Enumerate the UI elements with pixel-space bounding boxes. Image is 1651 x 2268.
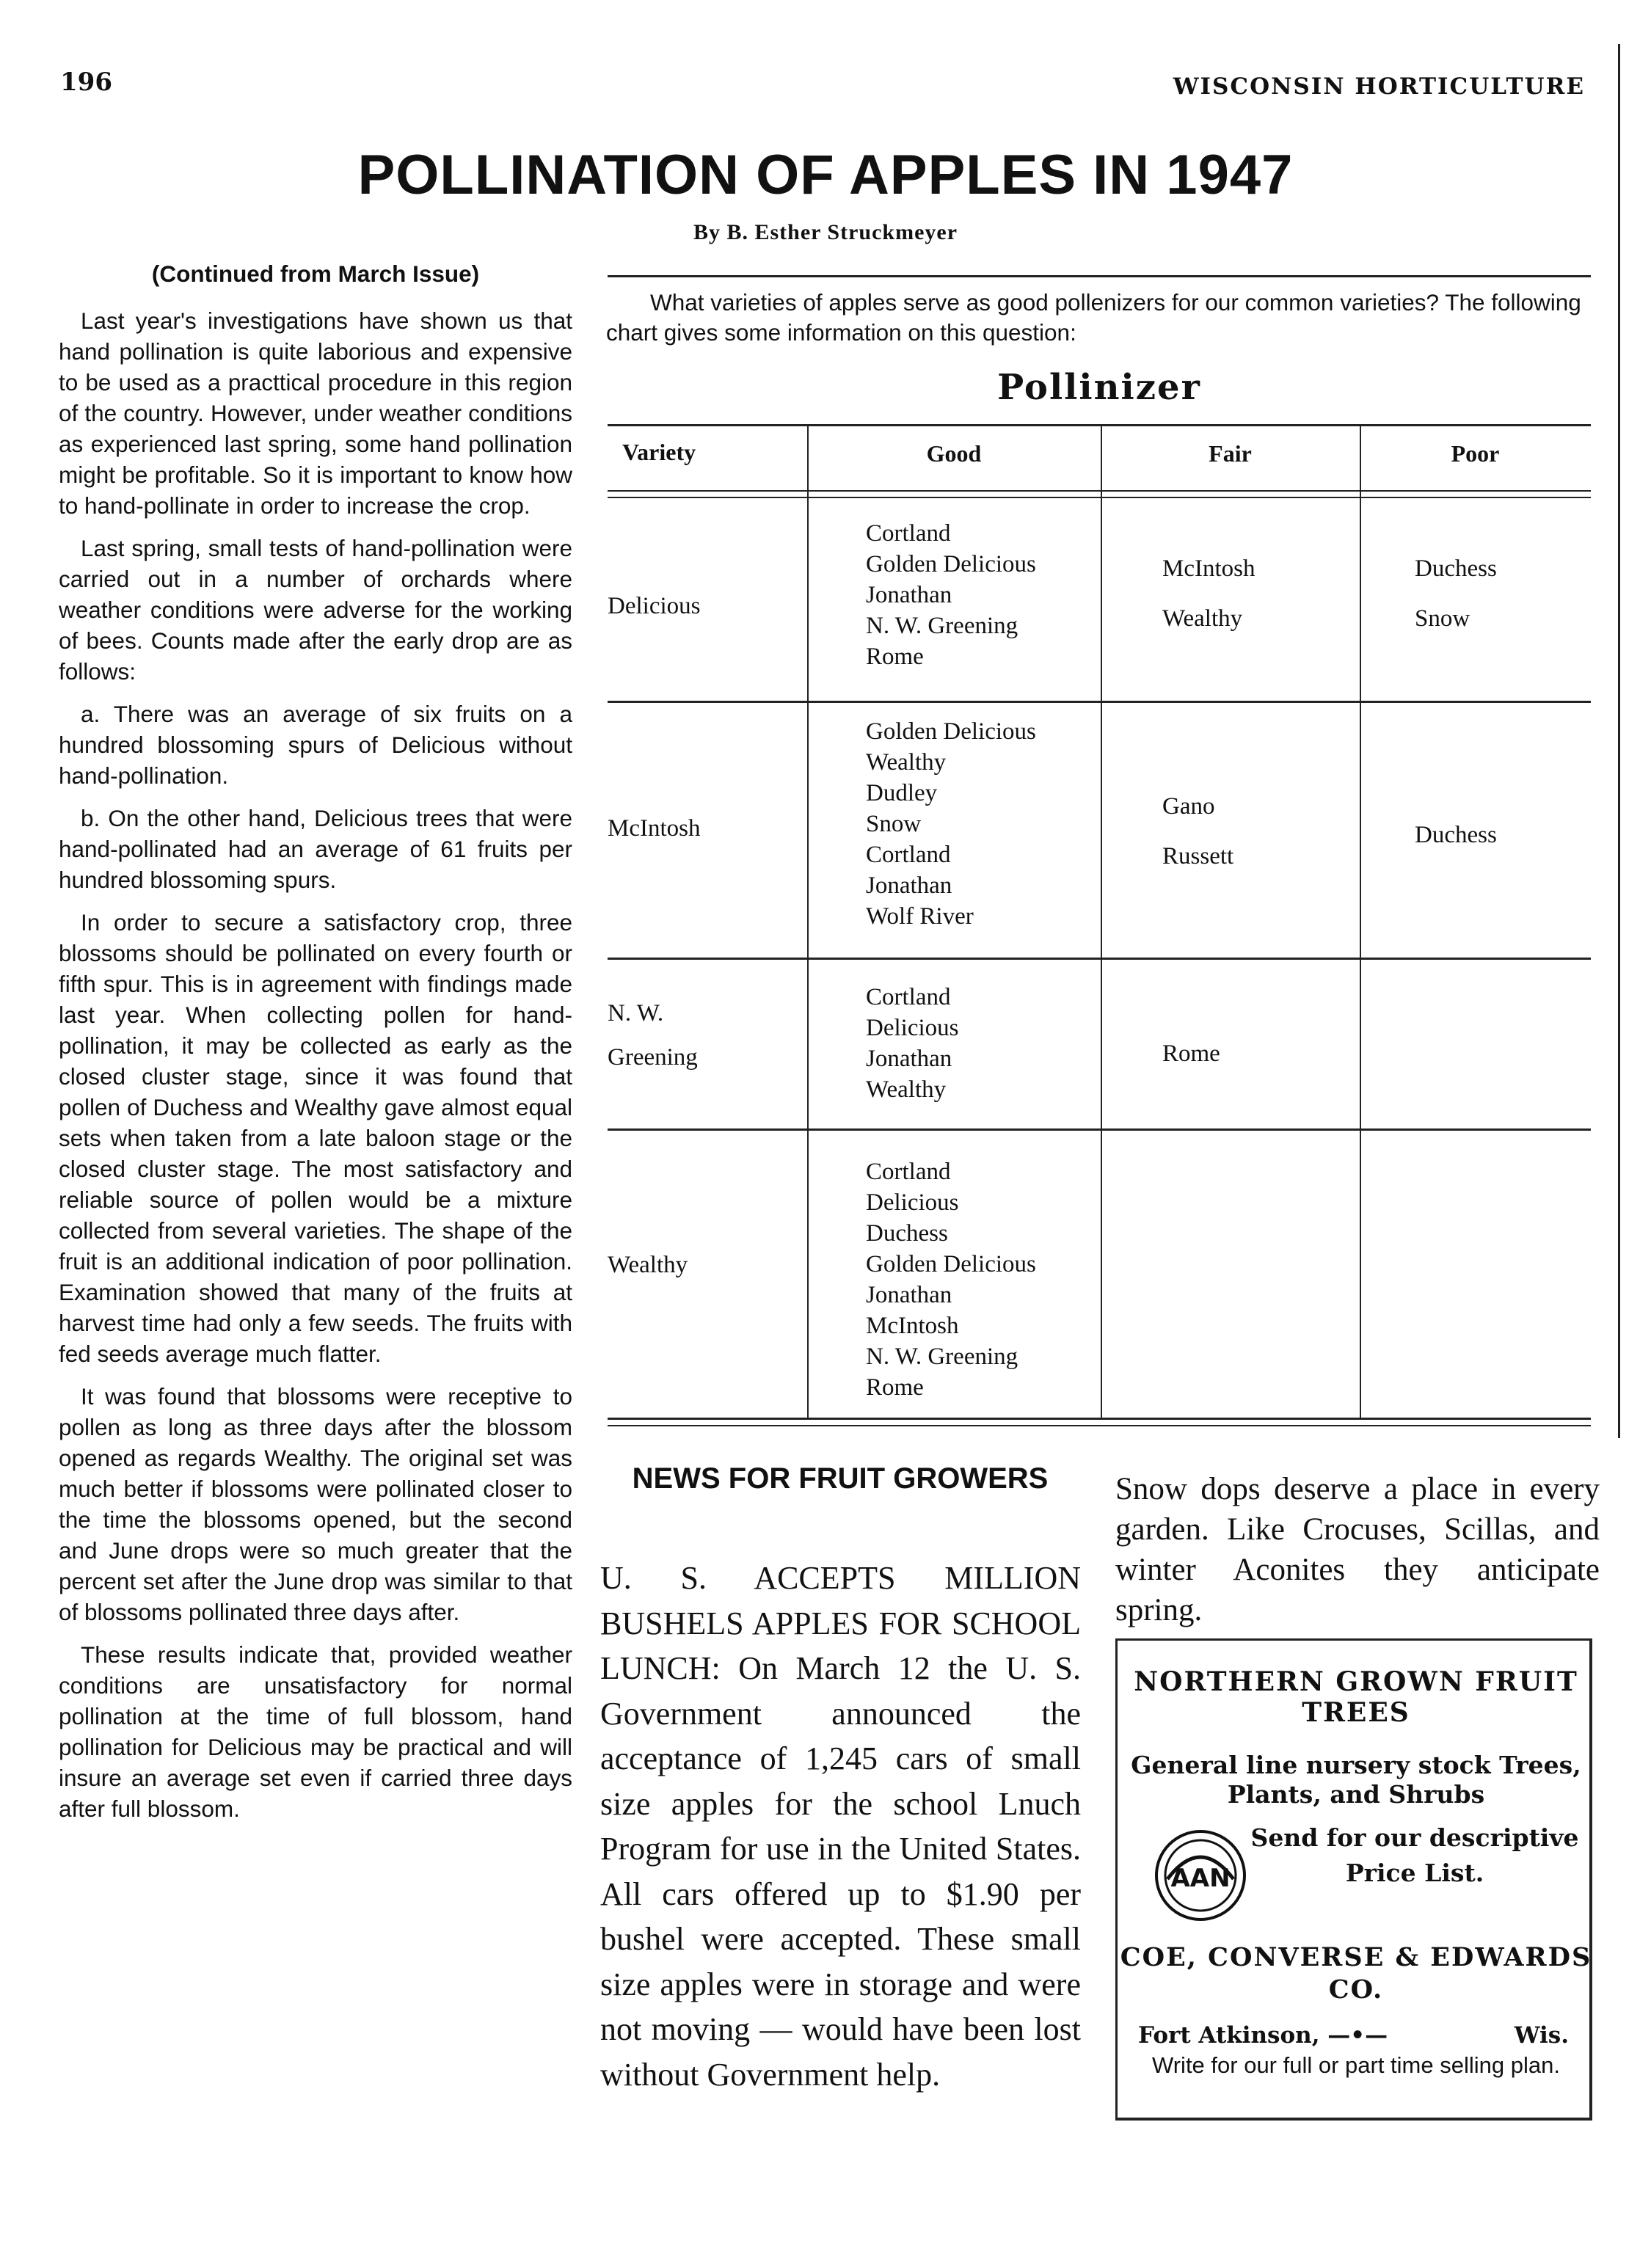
- page-number: 196: [60, 68, 112, 97]
- table-row-rule: [608, 958, 1591, 960]
- row-mcintosh-fair: Gano Russett: [1162, 793, 1234, 869]
- ad-logo-text: AAN: [1170, 1864, 1231, 1893]
- row-nw-greening-fair: Rome: [1162, 1040, 1220, 1067]
- row-delicious-variety: Delicious: [608, 593, 701, 619]
- table-header-rule: [608, 497, 1591, 498]
- header-fair: Fair: [1209, 440, 1252, 467]
- row-mcintosh-poor: Duchess: [1415, 822, 1497, 848]
- paragraph: Last spring, small tests of hand-pollination were carried out in a number of orchards where weather conditions were adverse for the working of bees. Counts made after the early drop are as follows:: [59, 535, 572, 685]
- ad-company: COE, CONVERSE & EDWARDS CO.: [1120, 1942, 1592, 2005]
- ad-state: Wis.: [1514, 2022, 1569, 2049]
- news-headline: NEWS FOR FRUIT GROWERS: [632, 1462, 1049, 1495]
- ad-product-line: General line nursery stock Trees, Plants, and Shrubs: [1131, 1751, 1581, 1809]
- row-nw-greening-variety: N. W. Greening: [608, 1000, 698, 1071]
- row-delicious-good: Cortland Golden Delicious Jonathan N. W. Greening Rome: [866, 520, 1036, 670]
- table-column-rule: [1101, 424, 1102, 1418]
- aan-seal-icon: [1153, 1828, 1248, 1923]
- header-poor: Poor: [1451, 440, 1500, 467]
- article-title: POLLINATION OF APPLES IN 1947: [357, 144, 1294, 206]
- paragraph: It was found that blossoms were receptive to pollen as long as three days after the blossom opened as regards Wealthy. The original set was much better if blossoms were pollinated closer to the time the blossoms opened, but the second and June drops were so much greater that the percent set after the June drop was similar to that of blossoms pollinated three days after.: [59, 1383, 572, 1625]
- row-mcintosh-variety: McIntosh: [608, 815, 701, 842]
- chart-title: Pollinizer: [997, 367, 1201, 408]
- table-column-rule: [807, 424, 809, 1418]
- table-header-rule: [608, 490, 1591, 492]
- paragraph: Last year's investigations have shown us that hand pollination is quite laborious and expensive to be used as a practtical procedure in this region of the country. However, under weather conditions as experienced last spring, some hand pollination might be profitable. So it is important to know how to hand-pollinate in order to increase the crop.: [59, 307, 572, 519]
- table-column-rule: [1360, 424, 1361, 1418]
- table-row-rule: [608, 701, 1591, 703]
- news-body: U. S. ACCEPTS MILLION BUSHELS APPLES FOR SCHOOL LUNCH: On March 12 the U. S. Government announced the acceptance of 1,245 cars of small size apples for the school Lnuch Program for use in the United States. All cars offered up to $1.90 per bushel were accepted. These small size apples were in storage and were not moving — would have been lost without Government help.: [600, 1560, 1081, 2093]
- row-wealthy-good: Cortland Delicious Duchess Golden Delicious Jonathan McIntosh N. W. Greening Rome: [866, 1159, 1036, 1401]
- page-edge-rule: [1618, 44, 1620, 1438]
- header-variety: Variety: [622, 439, 696, 465]
- article-body-left-column: [59, 258, 572, 1836]
- table-bottom-rule: [608, 1425, 1591, 1426]
- nursery-advertisement: [1115, 1638, 1592, 2121]
- row-mcintosh-good: Golden Delicious Wealthy Dudley Snow Cortland Jonathan Wolf River: [866, 718, 1036, 930]
- header-good: Good: [926, 440, 982, 467]
- table-top-rule: [608, 424, 1591, 426]
- article-byline: By B. Esther Struckmeyer: [693, 220, 958, 244]
- table-bottom-rule: [608, 1418, 1591, 1420]
- ad-selling-plan: Write for our full or part time selling plan.: [1152, 2052, 1560, 2078]
- row-wealthy-variety: Wealthy: [608, 1252, 688, 1278]
- paragraph: In order to secure a satisfactory crop, three blossoms should be pollinated on every fourth or fifth spur. This is in agreement with findings made last year. When collecting pollen for hand-pollination, it may be collected as early as the closed cluster stage, since it was found that pollen of Duchess and Wealthy gave almost equal sets when taken from a late baloon stage or the closed cluster stage. The most satisfactory and reliable source of pollen would be a mixture collected from several varieties. The shape of the fruit is an additional indication of poor pollination. Examination showed that many of the fruits at harvest time had only a few seeds. The fruits with fed seeds average much flatter.: [59, 909, 572, 1367]
- ad-city: Fort Atkinson, —•—: [1138, 2022, 1388, 2049]
- paragraph: These results indicate that, provided weather conditions are unsatisfactory for normal pollination at the time of full blossom, hand pollination for Delicious may be practical and will insure an average set even if carried three days after full blossom.: [59, 1641, 572, 1822]
- snowdrop-note: Snow dops deserve a place in every garden. Like Crocuses, Scillas, and winter Aconites they anticipate spring.: [1115, 1472, 1600, 1627]
- chart-intro: What varieties of apples serve as good pollenizers for our common varieties? The following chart gives some information on this question:: [606, 289, 1581, 346]
- running-head: WISCONSIN HORTICULTURE: [1173, 73, 1585, 100]
- row-nw-greening-good: Cortland Delicious Jonathan Wealthy: [866, 984, 959, 1103]
- ad-title: NORTHERN GROWN FRUIT TREES: [1134, 1666, 1578, 1728]
- row-delicious-poor: Duchess Snow: [1415, 555, 1497, 632]
- paragraph: b. On the other hand, Delicious trees that were hand-pollinated had an average of 61 fruits per hundred blossoming spurs.: [59, 805, 572, 893]
- table-row-rule: [608, 1128, 1591, 1131]
- ad-send-note: Send for our descriptive Price List.: [1250, 1823, 1579, 1887]
- continued-note: (Continued from March Issue): [151, 260, 480, 287]
- row-delicious-fair: McIntosh Wealthy: [1162, 555, 1255, 632]
- paragraph: a. There was an average of six fruits on a hundred blossoming spurs of Delicious without hand-pollination.: [59, 701, 572, 789]
- section-rule: [608, 275, 1591, 277]
